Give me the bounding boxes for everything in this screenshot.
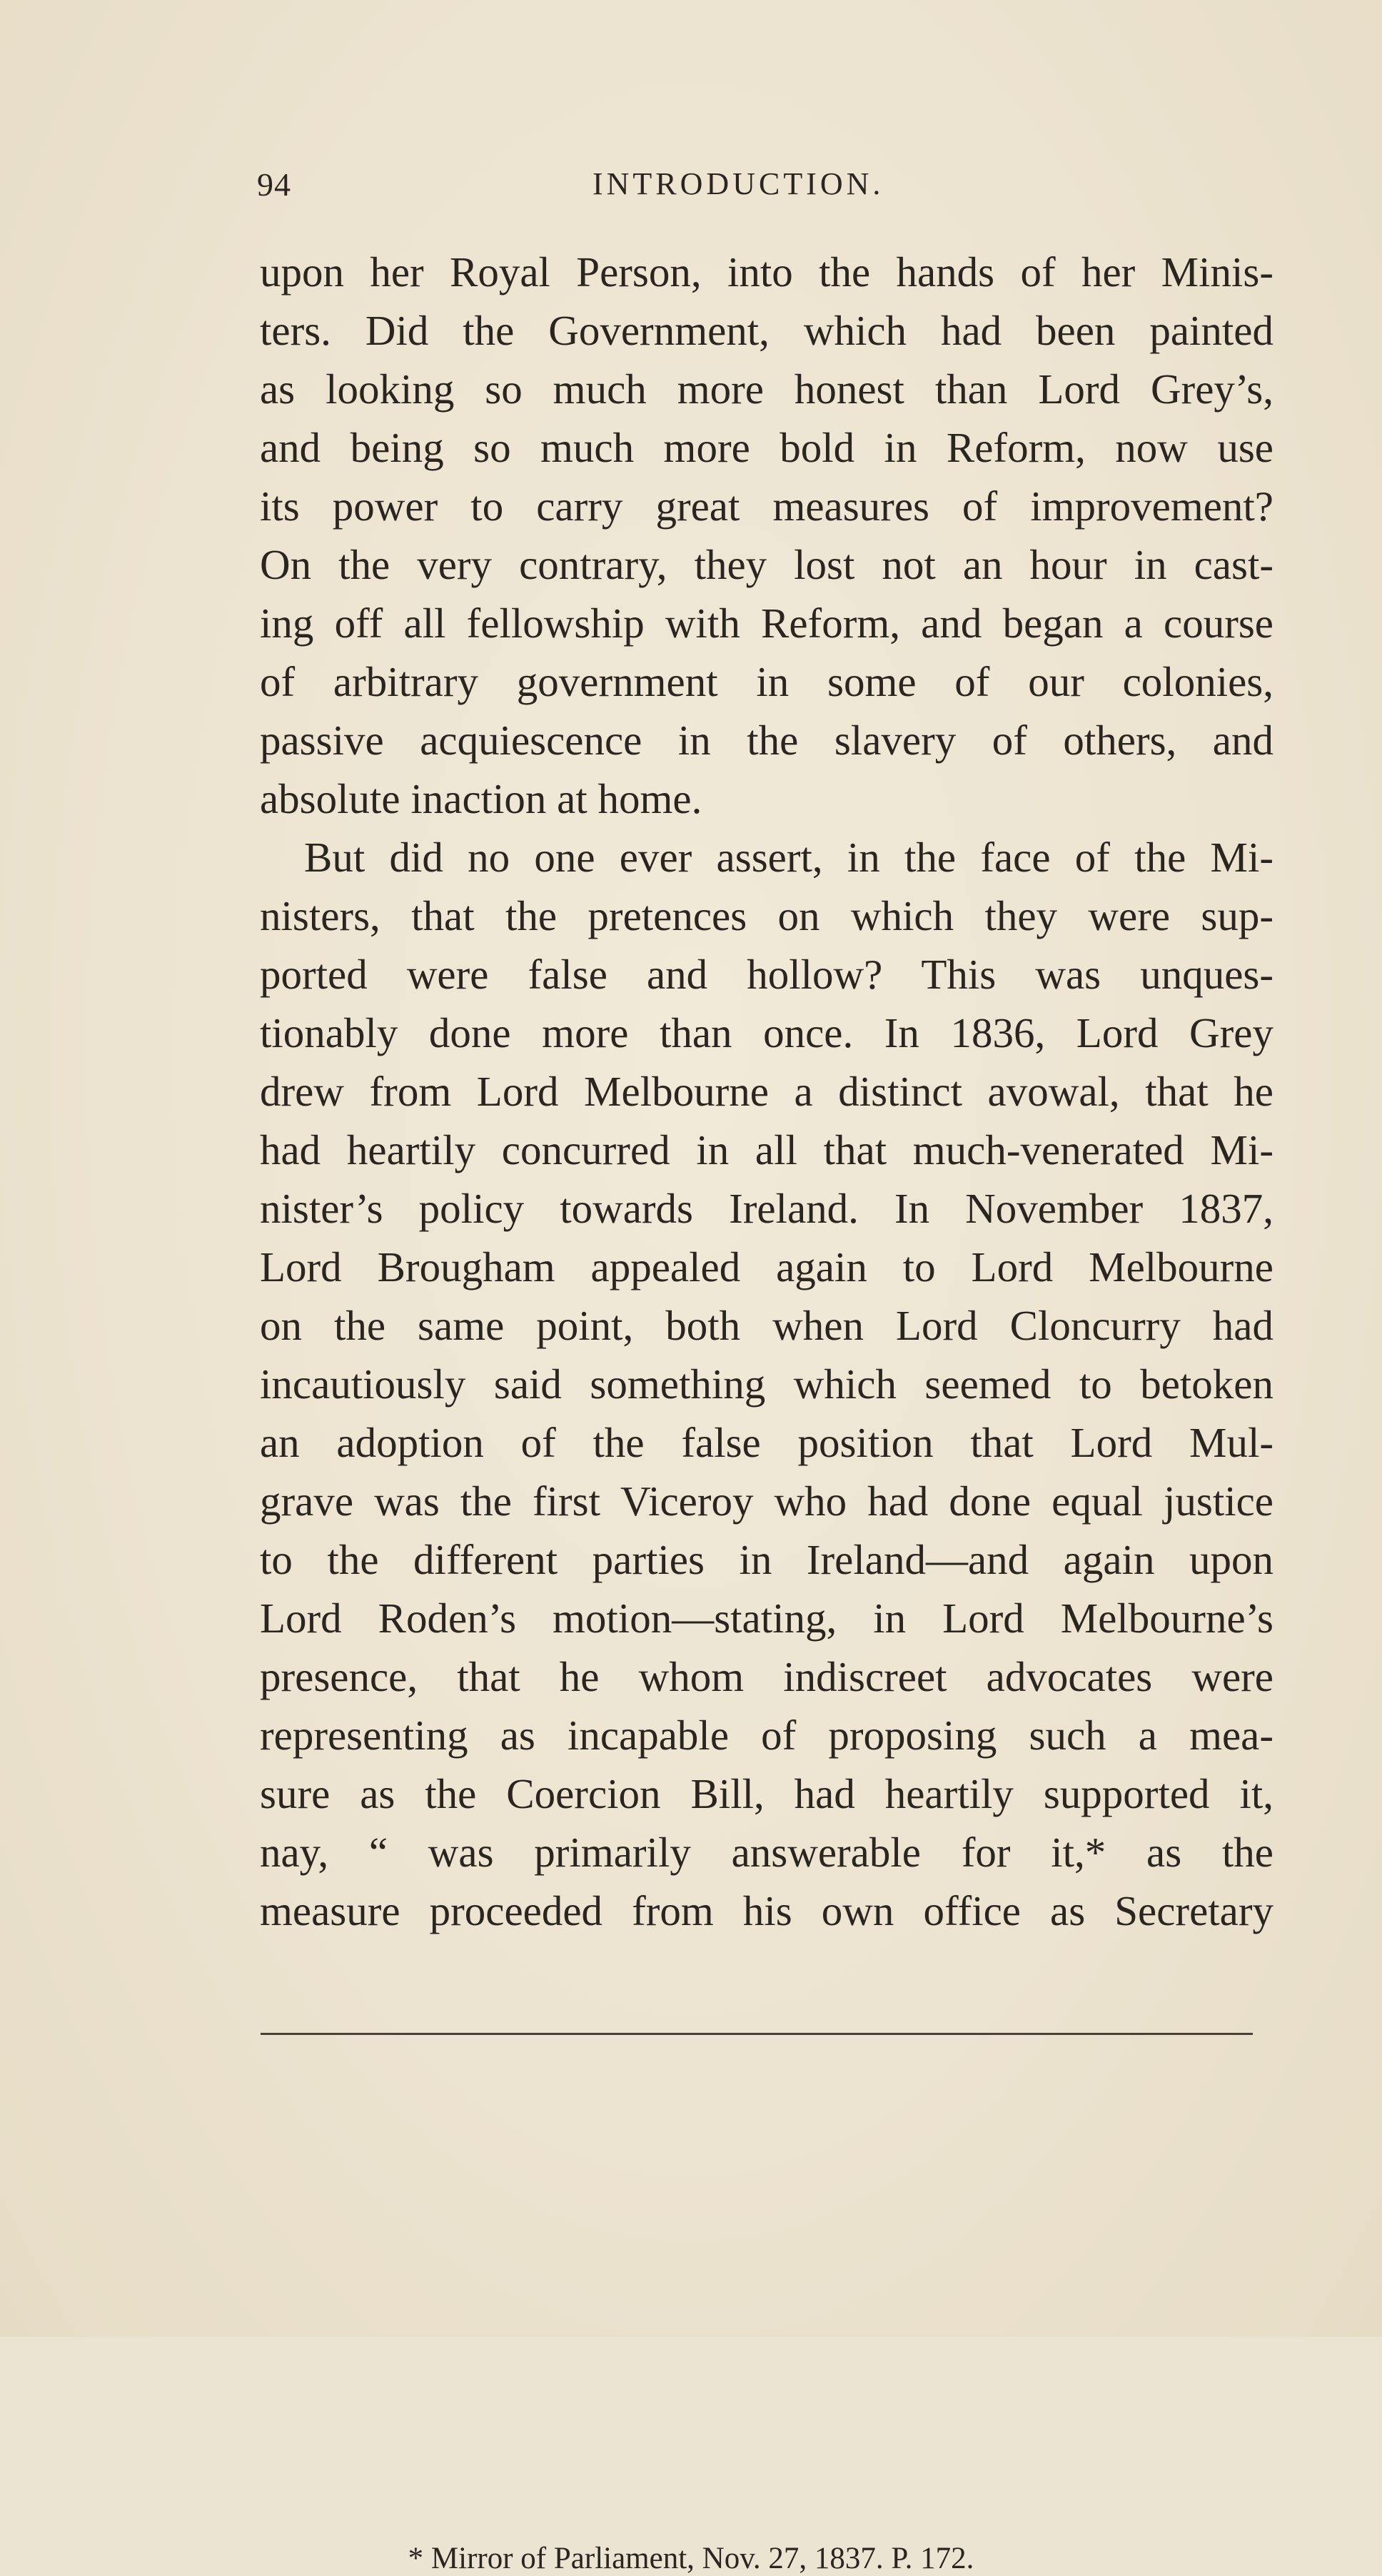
footnote: * Mirror of Parliament, Nov. 27, 1837. P. 172. (408, 2542, 974, 2575)
text-line: presence, that he whom indiscreet advocates were (260, 1653, 1273, 1700)
text-line: drew from Lord Melbourne a distinct avowal, that he (260, 1068, 1273, 1115)
text-line: sure as the Coercion Bill, had heartily supported it, (260, 1770, 1273, 1817)
page-number: 94 (257, 166, 291, 203)
paragraph-start-line: But did no one ever assert, in the face of the Mi- (304, 834, 1273, 881)
text-line: an adoption of the false position that Lord Mul- (260, 1419, 1273, 1466)
running-head: INTRODUCTION. (592, 166, 884, 201)
text-line: nisters, that the pretences on which they were sup- (260, 892, 1273, 939)
text-line: ters. Did the Government, which had been painted (260, 307, 1273, 354)
footnote-divider (261, 2033, 1253, 2035)
text-line: its power to carry great measures of improvement? (260, 483, 1273, 530)
text-line: nister’s policy towards Ireland. In November 1837, (260, 1185, 1273, 1232)
text-line: Lord Brougham appealed again to Lord Melbourne (260, 1243, 1273, 1290)
text-line: ing off all fellowship with Reform, and began a course (260, 600, 1273, 647)
text-line: nay, “ was primarily answerable for it,* as the (260, 1829, 1273, 1876)
text-line: passive acquiescence in the slavery of others, and (260, 717, 1273, 764)
text-line: had heartily concurred in all that much-venerated Mi- (260, 1126, 1273, 1173)
paragraph-end-line: absolute inaction at home. (260, 775, 702, 822)
text-line: representing as incapable of proposing such a mea- (260, 1712, 1273, 1759)
text-line: and being so much more bold in Reform, now use (260, 424, 1273, 471)
text-line: on the same point, both when Lord Cloncurry had (260, 1302, 1273, 1349)
text-line: On the very contrary, they lost not an hour in cast- (260, 541, 1273, 588)
text-line: ported were false and hollow? This was unques- (260, 951, 1273, 998)
text-line: incautiously said something which seemed to betoken (260, 1360, 1273, 1408)
page-header (257, 166, 1278, 216)
text-line: as looking so much more honest than Lord Grey’s, (260, 365, 1273, 413)
text-line: tionably done more than once. In 1836, Lord Grey (260, 1009, 1273, 1056)
text-line: upon her Royal Person, into the hands of her Minis- (260, 248, 1273, 296)
text-line: measure proceeded from his own office as Secretary (260, 1887, 1273, 1934)
body-text (260, 243, 1273, 1940)
text-line: of arbitrary government in some of our colonies, (260, 658, 1273, 705)
text-line: Lord Roden’s motion—stating, in Lord Melbourne’s (260, 1595, 1273, 1642)
text-line: grave was the first Viceroy who had done equal justice (260, 1478, 1273, 1525)
text-line: to the different parties in Ireland—and again upon (260, 1536, 1273, 1583)
